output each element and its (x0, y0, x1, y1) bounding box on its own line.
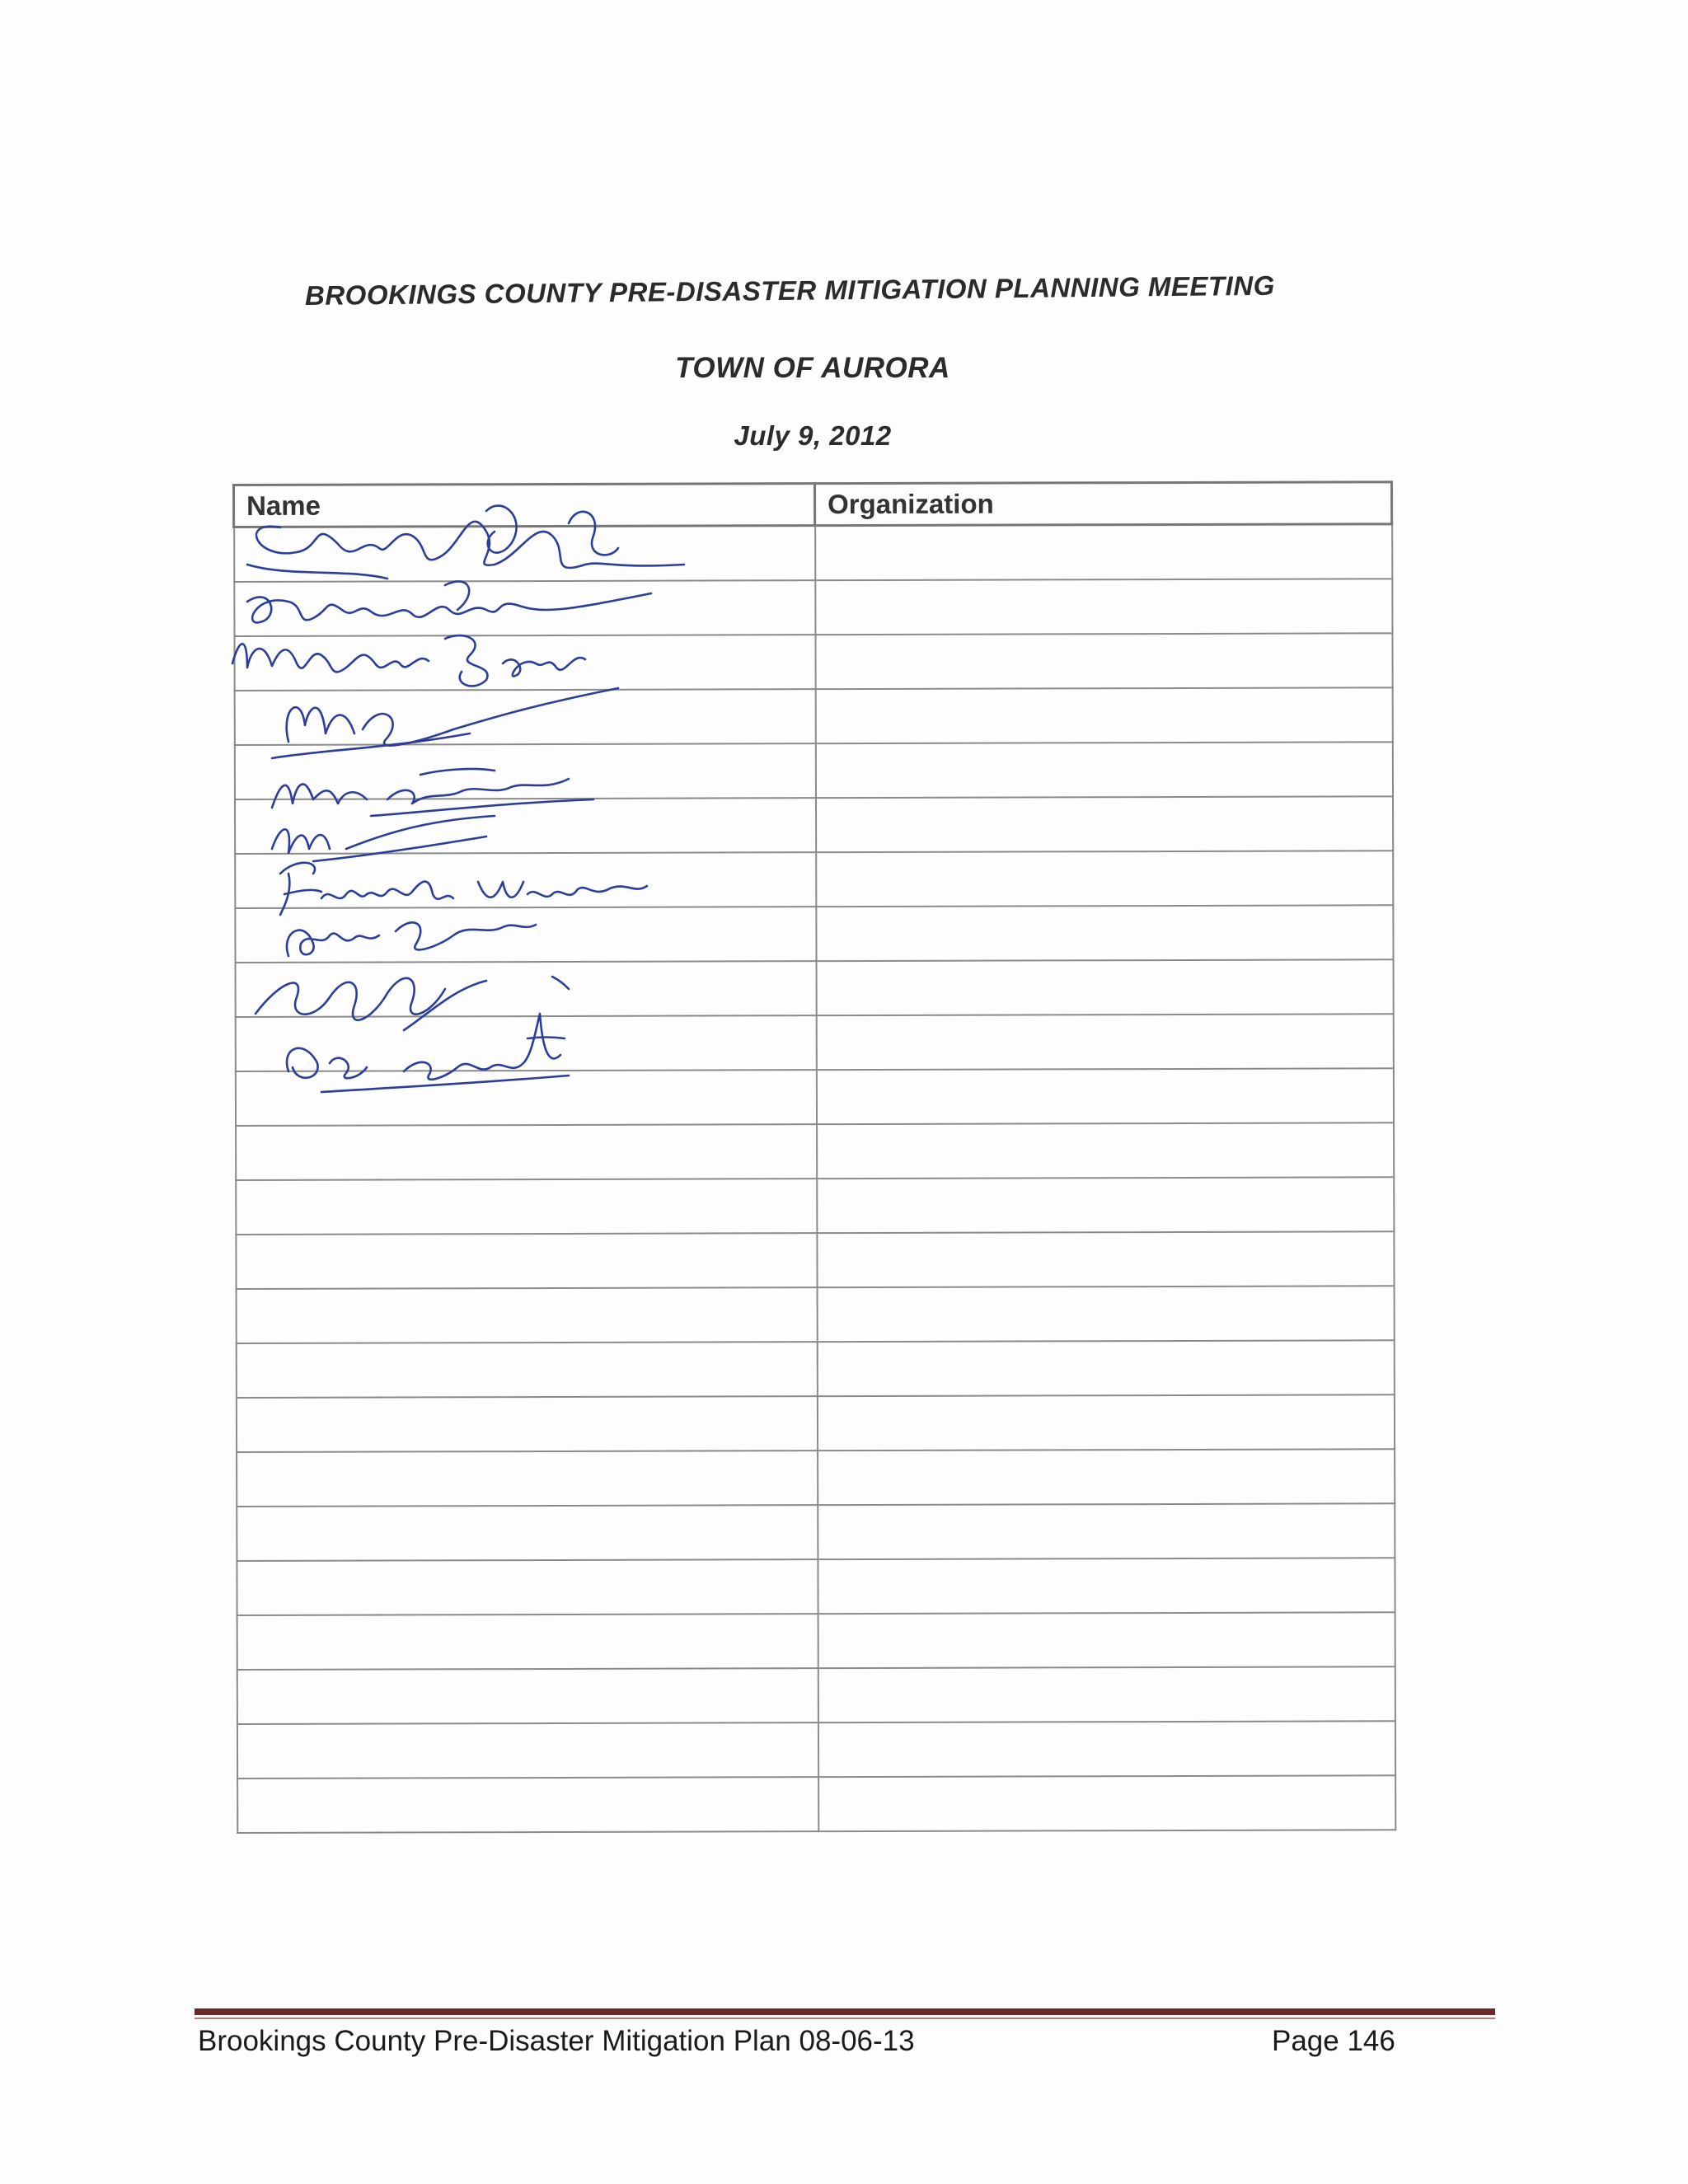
organization-cell (817, 1231, 1394, 1287)
footer-page-number: Page 146 (1272, 2025, 1395, 2057)
column-header-organization: Organization (815, 482, 1392, 526)
table-row (235, 1014, 1393, 1071)
table-row (236, 1394, 1394, 1452)
table-row (235, 959, 1393, 1017)
organization-cell (818, 1503, 1395, 1559)
organization-cell (818, 1449, 1395, 1505)
table-row (237, 1449, 1395, 1507)
table-row (237, 1503, 1395, 1561)
footer-rule-accent (195, 2018, 1495, 2019)
name-cell (235, 1070, 816, 1126)
organization-cell (815, 633, 1392, 689)
name-cell (235, 798, 816, 854)
name-cell (236, 1124, 817, 1180)
name-cell (235, 1015, 816, 1071)
organization-cell (818, 1612, 1395, 1668)
table-row (236, 1177, 1394, 1235)
name-cell (236, 1179, 817, 1235)
name-cell (237, 1614, 818, 1670)
organization-cell (817, 1286, 1394, 1342)
organization-cell (818, 1558, 1395, 1614)
organization-cell (815, 687, 1392, 743)
name-cell (237, 1505, 818, 1561)
table-row (234, 524, 1392, 582)
name-cell (236, 1287, 817, 1343)
table-row (237, 1612, 1395, 1670)
table-row (235, 1068, 1393, 1126)
organization-cell (817, 1340, 1394, 1396)
organization-cell (818, 1666, 1395, 1722)
organization-cell (815, 579, 1392, 635)
name-cell (234, 743, 815, 799)
sign-in-sheet (232, 480, 1394, 1825)
table-row (235, 796, 1393, 854)
organization-cell (816, 1014, 1393, 1070)
name-cell (237, 1668, 818, 1724)
name-cell (234, 635, 815, 691)
name-cell (236, 1342, 817, 1398)
name-cell (234, 526, 815, 582)
table-row (234, 633, 1392, 691)
table-row (234, 742, 1392, 799)
table-header-row (234, 482, 1392, 527)
name-cell (236, 1396, 817, 1452)
page-subtitle: TOWN OF AURORA (675, 352, 950, 384)
organization-cell (815, 742, 1392, 798)
name-cell (237, 1451, 818, 1507)
table-row (236, 1286, 1394, 1343)
name-cell (237, 1777, 818, 1833)
column-header-name: Name (234, 484, 815, 527)
organization-cell (817, 1122, 1394, 1179)
table-row (236, 1231, 1394, 1289)
name-cell (234, 580, 815, 636)
table-row (234, 687, 1392, 745)
organization-cell (816, 851, 1393, 907)
table-row (237, 1775, 1395, 1833)
name-cell (235, 907, 816, 963)
table-row (234, 579, 1392, 636)
name-cell (235, 961, 816, 1017)
table-row (235, 905, 1393, 963)
table-row (235, 851, 1393, 908)
organization-cell (816, 796, 1393, 852)
name-cell (236, 1233, 817, 1289)
table-row (237, 1721, 1395, 1779)
footer-rule (195, 2008, 1495, 2015)
table-row (236, 1122, 1394, 1180)
table-row (236, 1340, 1394, 1398)
page-title: BROOKINGS COUNTY PRE-DISASTER MITIGATION PLANNING MEETING (304, 269, 1275, 311)
table-body (234, 524, 1395, 1833)
table-row (237, 1666, 1395, 1724)
organization-cell (818, 1775, 1395, 1831)
name-cell (237, 1722, 818, 1779)
organization-cell (817, 1394, 1394, 1451)
meeting-date: July 9, 2012 (734, 420, 892, 451)
sign-in-table (232, 480, 1396, 1834)
organization-cell (815, 524, 1392, 580)
name-cell (237, 1559, 818, 1615)
table-row (237, 1558, 1395, 1615)
organization-cell (816, 1068, 1393, 1124)
organization-cell (818, 1721, 1395, 1777)
footer-document-title: Brookings County Pre-Disaster Mitigation Plan 08-06-13 (198, 2025, 915, 2057)
organization-cell (816, 959, 1393, 1015)
organization-cell (816, 905, 1393, 961)
name-cell (234, 689, 815, 745)
organization-cell (817, 1177, 1394, 1233)
name-cell (235, 852, 816, 908)
